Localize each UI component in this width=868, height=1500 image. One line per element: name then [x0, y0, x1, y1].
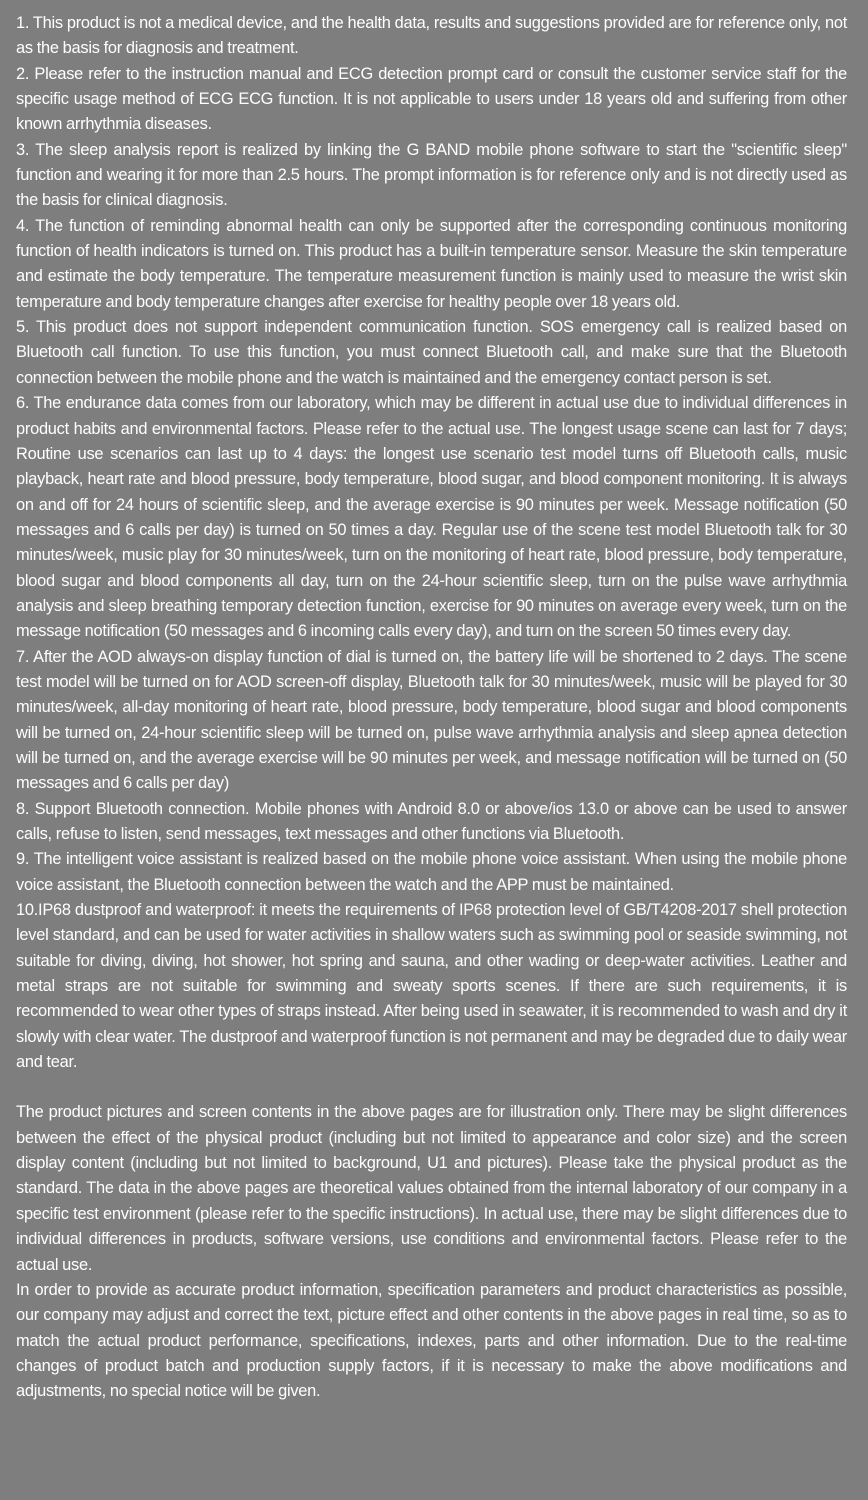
note-4: 4. The function of reminding abnormal health can only be supported after the corresponding continuous monitoring function of health indicators is turned on. This product has a built-in temperature sensor. Measure the skin temperature and estimate the body temperature. The temperature measurement function is mainly used to measure the wrist skin temperature and body temperature changes after exercise for healthy people over 18 years old. — [16, 216, 847, 311]
note-5: 5. This product does not support independent communication function. SOS emergency call is realized based on Bluetooth call function. To use this function, you must connect Bluetooth call, and make sure that the Bluetooth connection between the mobile phone and the watch is maintained and the emergency contact person is set. — [16, 318, 847, 387]
note-7: 7. After the AOD always-on display function of dial is turned on, the battery life will be shortened to 2 days. The scene test model will be turned on for AOD screen-off display, Bluetooth talk for 30 minutes/week, music will be played for 30 minutes/week, all-day monitoring of heart rate, blood pressure, body temperature, blood sugar and blood components will be turned on, 24-hour scientific sleep will be turned on, pulse wave arrhythmia analysis and sleep apnea detection will be turned on, and the average exercise will be 90 minutes per week, and message notification will be turned on (50 messages and 6 calls per day) — [16, 647, 847, 793]
note-2: 2. Please refer to the instruction manual and ECG detection prompt card or consult the customer service staff for the specific usage method of ECG ECG function. It is not applicable to users under 18 years old and suffering from other known arrhythmia diseases. — [16, 64, 847, 134]
note-8: 8. Support Bluetooth connection. Mobile phones with Android 8.0 or above/ios 13.0 or above can be used to answer calls, refuse to listen, send messages, text messages and other functions via Bluetooth. — [16, 799, 847, 843]
disclaimer-paragraph-1: The product pictures and screen contents in the above pages are for illustration only. There may be slight differences between the effect of the physical product (including but not limited to appearance and color size) and the screen display content (including but not limited to background, U1 and pictures). Please take the physical product as the standard. The data in the above pages are theoretical values obtained from the internal laboratory of our company in a specific test environment (please refer to the specific instructions). In actual use, there may be slight differences due to individual differences in products, software versions, use conditions and environmental factors. Please refer to the actual use. — [16, 1103, 847, 1274]
usage-notes — [16, 11, 847, 1075]
product-disclaimer — [16, 1100, 847, 1404]
note-3: 3. The sleep analysis report is realized by linking the G BAND mobile phone software to start the "scientific sleep" function and wearing it for more than 2.5 hours. The prompt information is for reference only and is not directly used as the basis for clinical diagnosis. — [16, 140, 847, 210]
note-1: 1. This product is not a medical device, and the health data, results and suggestions provided are for reference only, not as the basis for diagnosis and treatment. — [16, 14, 847, 58]
note-10: 10.IP68 dustproof and waterproof: it meets the requirements of IP68 protection level of GB/T4208-2017 shell protection level standard, and can be used for water activities in shallow waters such as swimming pool or seaside swimming, not suitable for diving, diving, hot shower, hot spring and sauna, and other wading or deep-water activities. Leather and metal straps are not suitable for swimming and sweaty sports scenes. If there are such requirements, it is recommended to wear other types of straps instead. After being used in seawater, it is recommended to wash and dry it slowly with clear water. The dustproof and waterproof function is not permanent and may be degraded due to daily wear and tear. — [16, 901, 847, 1072]
note-6: 6. The endurance data comes from our laboratory, which may be different in actual use due to individual differences in product habits and environmental factors. Please refer to the actual use. The longest usage scene can last for 7 days; Routine use scenarios can last up to 4 days: the longest use scenario test model turns off Bluetooth calls, music playback, heart rate and blood pressure, body temperature, blood sugar, and blood component monitoring. It is always on and off for 24 hours of scientific sleep, and the average exercise is 90 minutes per week. Message notification (50 messages and 6 calls per day) is turned on 50 times a day. Regular use of the scene test model Bluetooth talk for 30 minutes/week, music play for 30 minutes/week, turn on the monitoring of heart rate, blood pressure, body temperature, blood sugar and blood components all day, turn on the 24-hour scientific sleep, turn on the pulse wave arrhythmia analysis and sleep breathing temporary detection function, exercise for 90 minutes on average every week, turn on the message notification (50 messages and 6 incoming calls every day), and turn on the screen 50 times every day. — [16, 394, 847, 641]
disclaimer-paragraph-2: In order to provide as accurate product information, specification parameters and product characteristics as possible, our company may adjust and correct the text, picture effect and other contents in the above pages in real time, so as to match the actual product performance, specifications, indexes, parts and other information. Due to the real-time changes of product batch and production supply factors, if it is necessary to make the above modifications and adjustments, no special notice will be given. — [16, 1280, 847, 1401]
note-9: 9. The intelligent voice assistant is realized based on the mobile phone voice assistant. When using the mobile phone voice assistant, the Bluetooth connection between the watch and the APP must be maintained. — [16, 850, 847, 894]
